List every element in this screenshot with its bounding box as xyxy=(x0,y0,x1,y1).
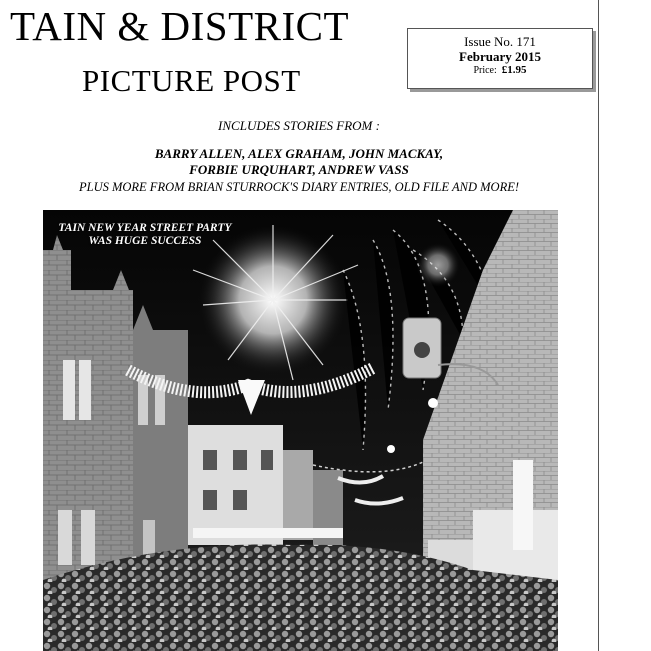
issue-number: Issue No. 171 xyxy=(464,34,536,49)
price-label: Price: xyxy=(473,65,497,76)
price-value: £1.95 xyxy=(501,64,527,76)
masthead xyxy=(10,3,390,98)
plus-more-line: PLUS MORE FROM BRIAN STURROCK'S DIARY ENTRIES, OLD FILE AND MORE! xyxy=(78,180,520,194)
contributors-line-1: BARRY ALLEN, ALEX GRAHAM, JOHN MACKAY, xyxy=(154,146,444,161)
issue-price xyxy=(408,64,592,77)
street-party-photo xyxy=(43,210,558,651)
issue-date: February 2015 xyxy=(459,49,541,64)
photo-caption xyxy=(47,222,243,248)
caption-line-2: WAS HUGE SUCCESS xyxy=(88,235,202,247)
includes-heading: INCLUDES STORIES FROM : xyxy=(218,118,380,133)
contributors xyxy=(0,146,598,178)
cover-photo xyxy=(43,210,558,651)
issue-info-box xyxy=(407,28,593,89)
masthead-subtitle: PICTURE POST xyxy=(82,63,301,98)
caption-line-1: TAIN NEW YEAR STREET PARTY xyxy=(58,222,232,234)
contributors-line-2: FORBIE URQUHART, ANDREW VASS xyxy=(189,162,409,177)
page-right-rule xyxy=(598,0,599,651)
masthead-title: TAIN & DISTRICT xyxy=(10,3,350,49)
